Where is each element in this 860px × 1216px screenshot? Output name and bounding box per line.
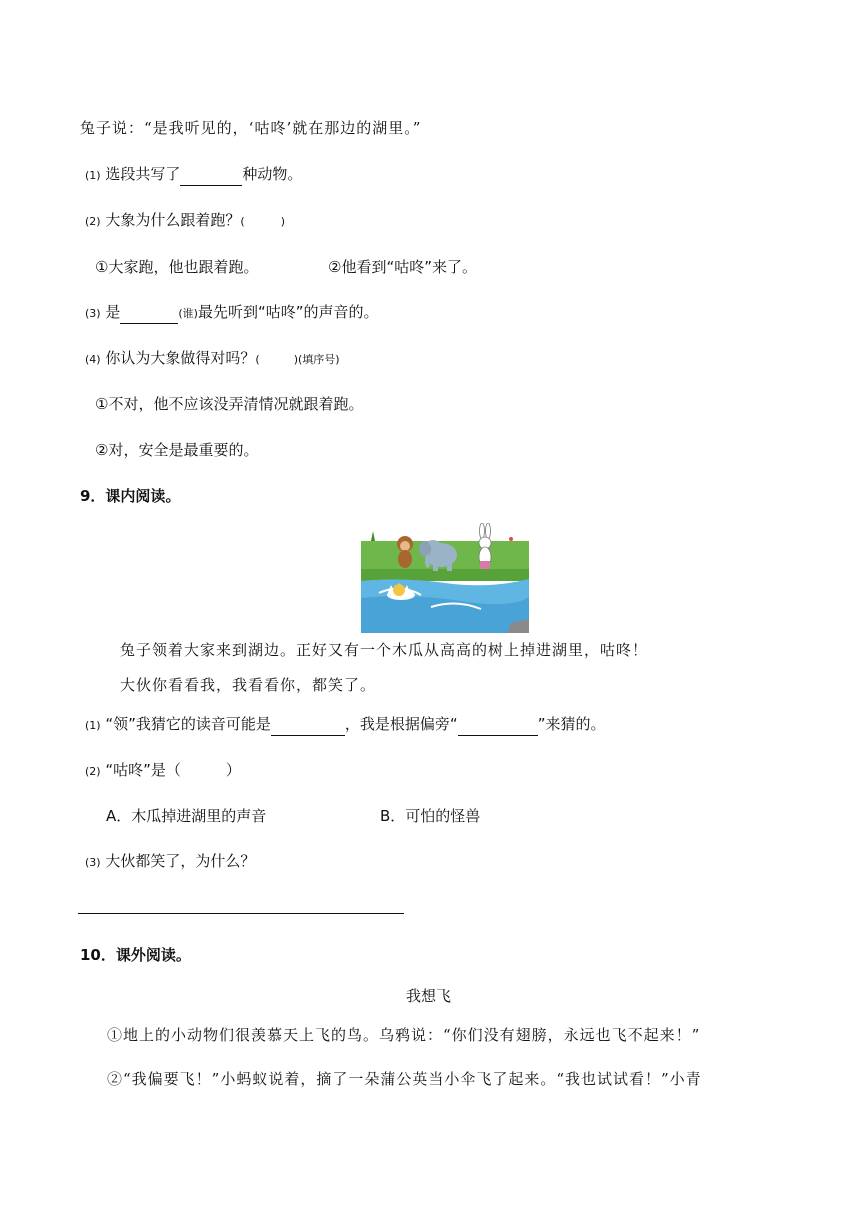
paren-open: ( <box>240 215 245 228</box>
question-number: (3) <box>85 856 101 869</box>
option-9-2-a: A．木瓜掉进湖里的声音 <box>106 807 267 825</box>
question-text: ，我是根据偏旁“ <box>344 715 458 733</box>
question-text: 大象为什么跟着跑？ <box>105 211 241 229</box>
question-8-2 <box>85 210 285 232</box>
question-9-1 <box>85 714 605 736</box>
who-hint: (谁) <box>178 307 198 320</box>
story-title: 我想飞 <box>406 987 452 1005</box>
question-text: ”来猜的。 <box>537 715 606 733</box>
question-10-title: 10．课外阅读。 <box>80 946 191 964</box>
answer-line[interactable] <box>78 913 404 914</box>
answer-blank[interactable] <box>271 719 345 736</box>
answer-blank[interactable] <box>458 719 538 736</box>
question-text: 你认为大象做得对吗？ <box>105 349 256 367</box>
passage-text: 大伙你看看我，我看看你，都笑了。 <box>120 676 377 694</box>
answer-blank[interactable] <box>120 307 178 324</box>
question-9-3 <box>85 851 255 873</box>
option-8-2-1: ①大家跑，他也跟着跑。 <box>95 258 259 276</box>
question-number: (1) <box>85 719 101 732</box>
question-number: (4) <box>85 353 101 366</box>
fill-hint: (填序号) <box>297 353 340 366</box>
passage-text: 兔子说：“是我听见的，‘咕咚’就在那边的湖里。” <box>80 119 422 137</box>
passage-text: 兔子领着大家来到湖边。正好又有一个木瓜从高高的树上掉进湖里，咕咚！ <box>120 641 649 659</box>
question-text: 种动物。 <box>242 165 303 183</box>
question-text: “咕咚”是（ ） <box>105 761 241 779</box>
question-number: (1) <box>85 169 101 182</box>
lake-animals-illustration <box>361 523 529 633</box>
question-8-3 <box>85 302 379 324</box>
question-9-title: 9．课内阅读。 <box>80 487 181 505</box>
illustration-svg <box>361 523 529 633</box>
story-paragraph: ②“我偏要飞！”小蚂蚁说着，摘了一朵蒲公英当小伞飞了起来。“我也试试看！”小青 <box>107 1070 702 1088</box>
paren-close: ) <box>280 215 285 228</box>
question-number: (3) <box>85 307 101 320</box>
story-paragraph: ①地上的小动物们很羡慕天上飞的鸟。乌鸦说：“你们没有翅膀，永远也飞不起来！” <box>107 1026 701 1044</box>
question-text: 是 <box>105 303 121 321</box>
question-text: 选段共写了 <box>105 165 181 183</box>
option-9-2-b: B．可怕的怪兽 <box>380 807 481 825</box>
question-8-4 <box>85 348 340 370</box>
question-text: 最先听到“咕咚”的声音的。 <box>197 303 379 321</box>
question-number: (2) <box>85 215 101 228</box>
paren-close: ) <box>293 353 298 366</box>
question-9-2 <box>85 760 241 782</box>
option-8-2-2: ②他看到“咕咚”来了。 <box>328 258 477 276</box>
question-text: 大伙都笑了，为什么？ <box>105 852 256 870</box>
answer-blank[interactable] <box>180 169 242 186</box>
option-8-4-2: ②对，安全是最重要的。 <box>95 441 259 459</box>
question-number: (2) <box>85 765 101 778</box>
question-8-1 <box>85 164 302 186</box>
question-text: “领”我猜它的读音可能是 <box>105 715 271 733</box>
option-8-4-1: ①不对，他不应该没弄清情况就跟着跑。 <box>95 395 364 413</box>
paren-open: ( <box>255 353 260 366</box>
